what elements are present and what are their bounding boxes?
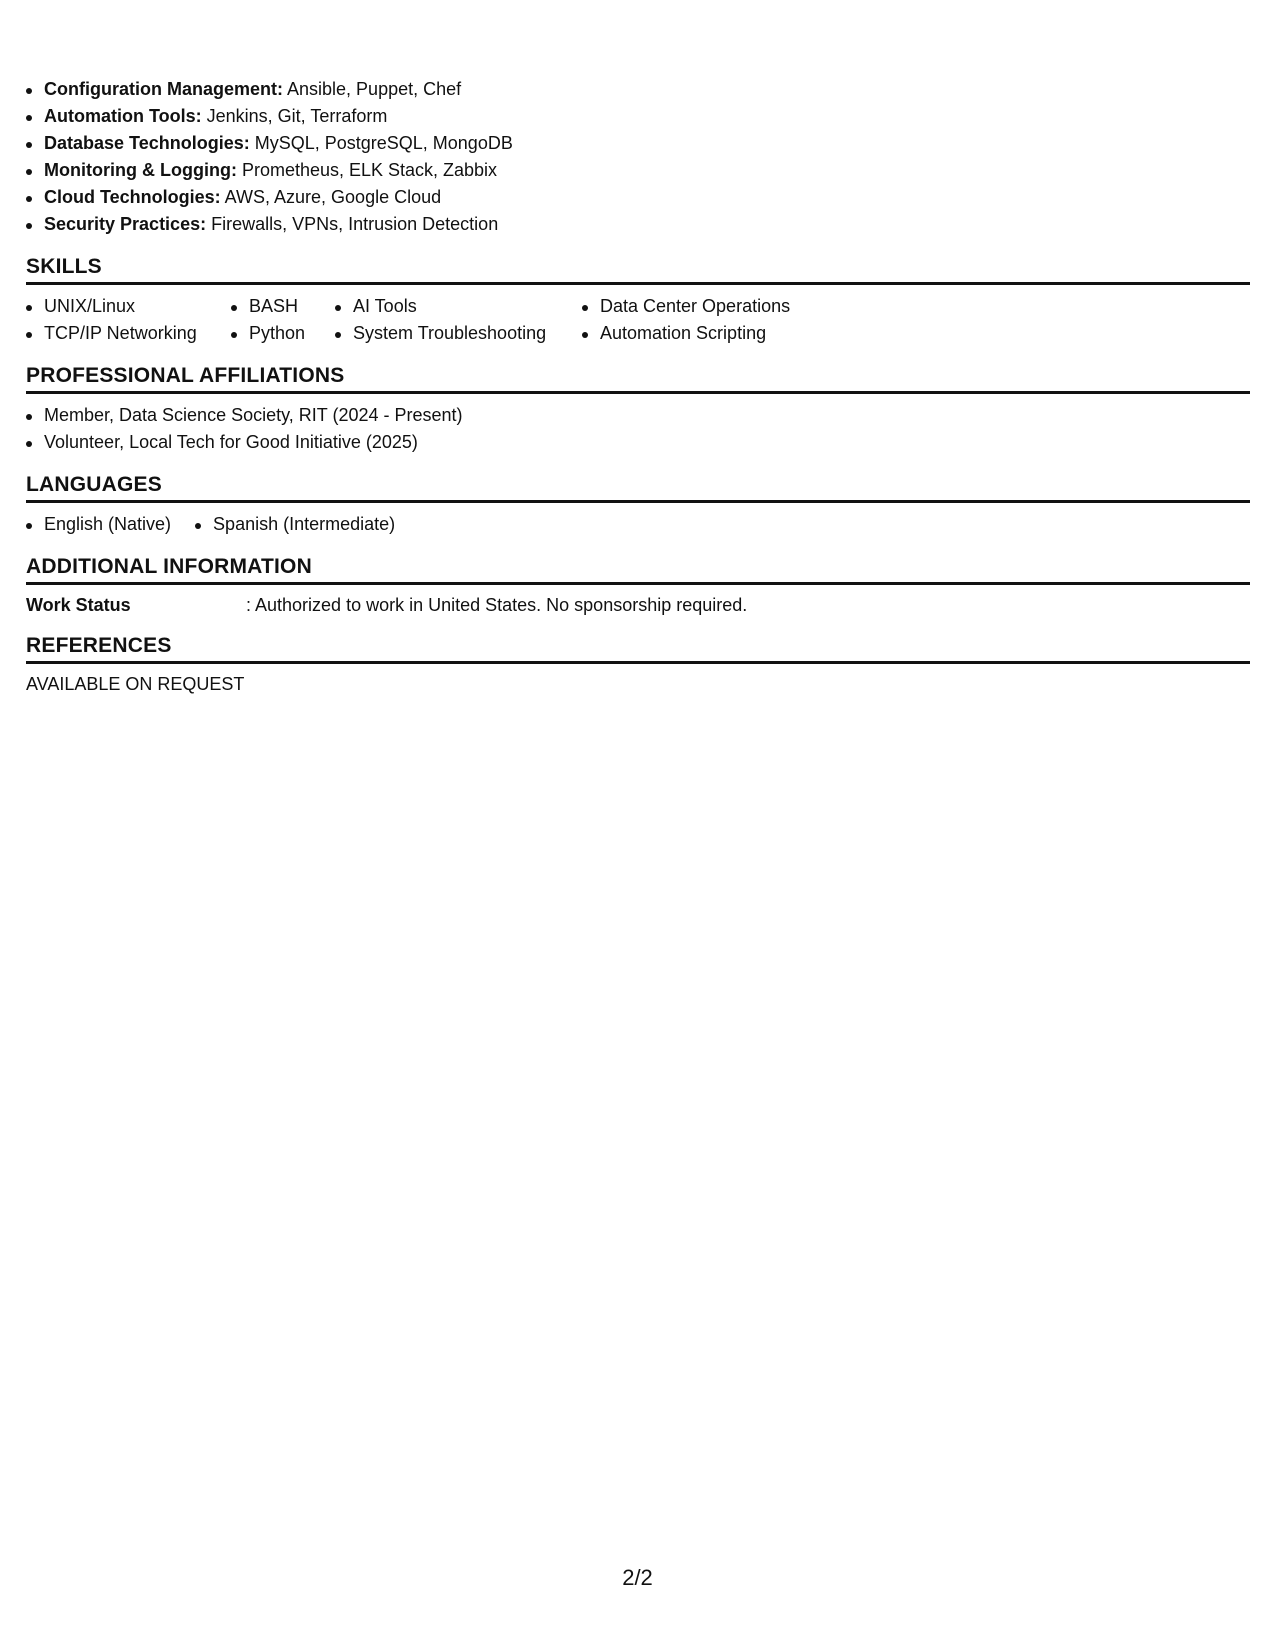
skills-column: [335, 293, 582, 347]
list-item: Volunteer, Local Tech for Good Initiative (2025): [26, 429, 1250, 456]
skills-column: [582, 293, 842, 347]
section-heading: SKILLS: [26, 254, 1250, 285]
skill-item: BASH: [231, 293, 335, 320]
resume-page: [26, 76, 1250, 696]
skills-column: [231, 293, 335, 347]
additional-info-section: [26, 554, 1250, 617]
affiliations-list: [26, 402, 1250, 456]
references-section: [26, 633, 1250, 696]
languages-list: [26, 511, 1250, 538]
skills-grid: [26, 285, 1250, 347]
list-item: Spanish (Intermediate): [195, 511, 395, 538]
skill-item: System Troubleshooting: [335, 320, 582, 347]
list-item: Cloud Technologies: AWS, Azure, Google Cloud: [26, 184, 1250, 211]
skill-item: Automation Scripting: [582, 320, 842, 347]
list-item: Member, Data Science Society, RIT (2024 - Present): [26, 402, 1250, 429]
work-status-label: Work Status: [26, 595, 131, 615]
list-item: English (Native): [26, 511, 171, 538]
list-item: Database Technologies: MySQL, PostgreSQL, MongoDB: [26, 130, 1250, 157]
list-item: Monitoring & Logging: Prometheus, ELK Stack, Zabbix: [26, 157, 1250, 184]
references-text: AVAILABLE ON REQUEST: [26, 674, 245, 694]
section-heading: LANGUAGES: [26, 472, 1250, 503]
section-heading: REFERENCES: [26, 633, 1250, 664]
skill-item: TCP/IP Networking: [26, 320, 231, 347]
affiliations-section: [26, 363, 1250, 456]
skill-item: UNIX/Linux: [26, 293, 231, 320]
technical-tools-list: [26, 76, 1250, 238]
work-status-value: : Authorized to work in United States. No sponsorship required.: [246, 595, 748, 615]
list-item: Security Practices: Firewalls, VPNs, Intrusion Detection: [26, 211, 1250, 238]
skill-item: Data Center Operations: [582, 293, 842, 320]
languages-section: [26, 472, 1250, 538]
skills-section: [26, 254, 1250, 347]
page-number: 2/2: [622, 1565, 653, 1590]
work-status-row: [26, 593, 1250, 617]
list-item: Automation Tools: Jenkins, Git, Terraform: [26, 103, 1250, 130]
skills-column: [26, 293, 231, 347]
list-item: Configuration Management: Ansible, Puppet, Chef: [26, 76, 1250, 103]
section-heading: PROFESSIONAL AFFILIATIONS: [26, 363, 1250, 394]
section-heading: ADDITIONAL INFORMATION: [26, 554, 1250, 585]
skill-item: AI Tools: [335, 293, 582, 320]
skill-item: Python: [231, 320, 335, 347]
